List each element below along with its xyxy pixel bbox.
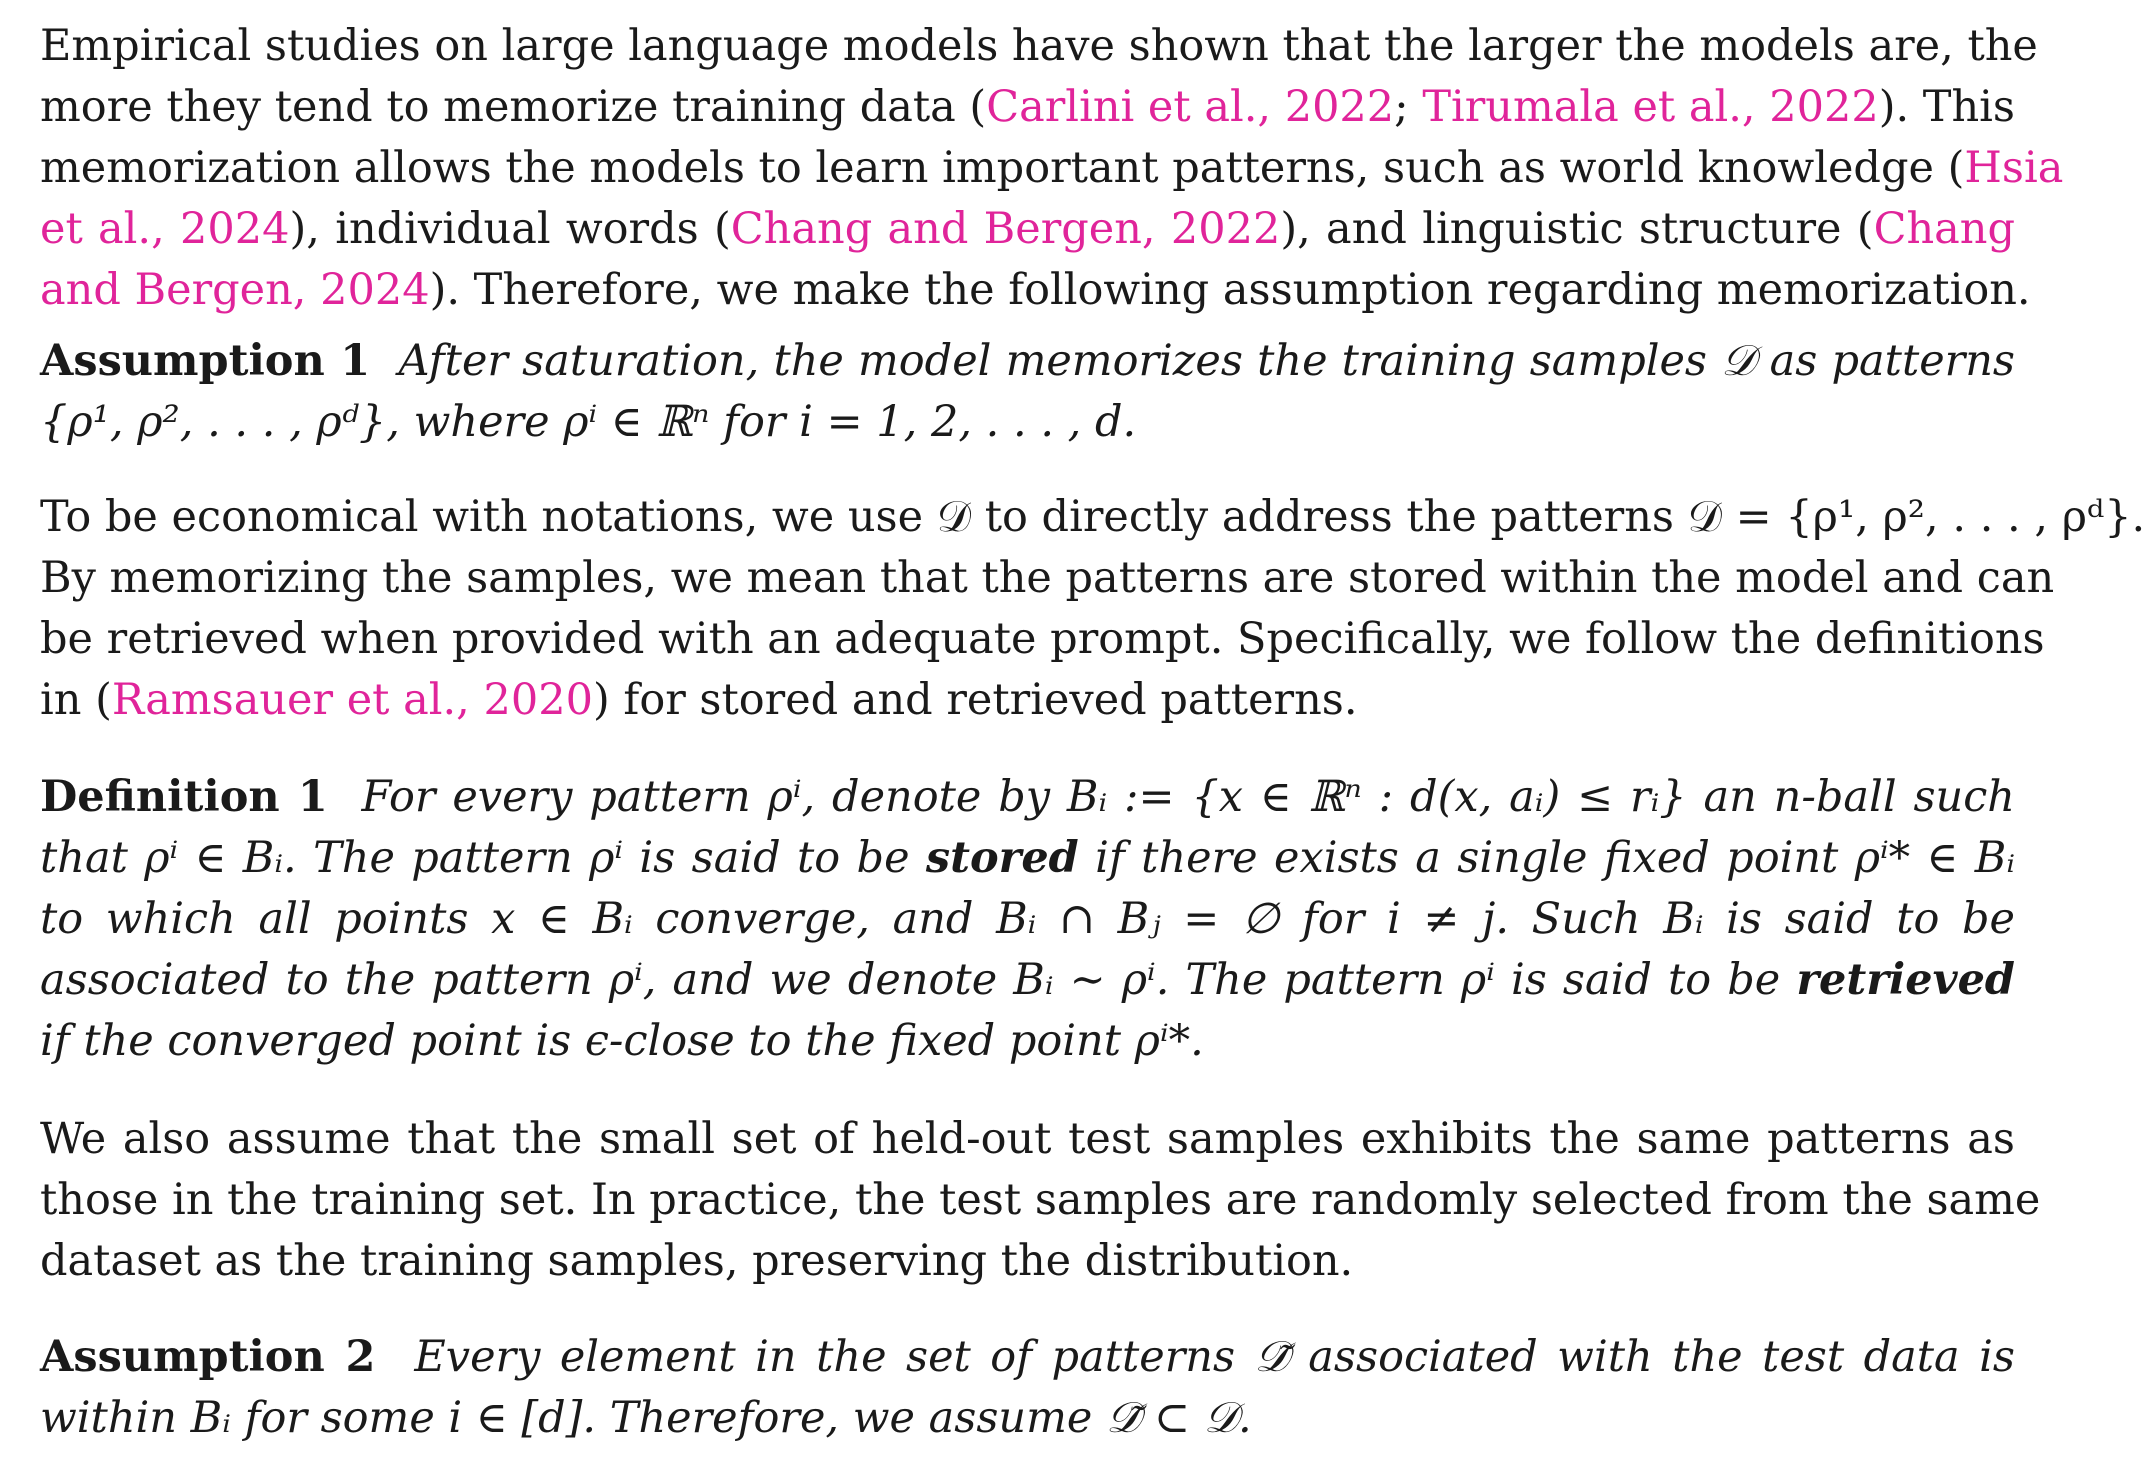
citation-chang-bergen-2024[interactable]: Chang [1873,204,2016,254]
text-line: memorization allows the models to learn important patterns, such as world knowledge (Hsia [40,143,2064,193]
text-line: and Bergen, 2024). Therefore, we make the following assumption regarding memorization. [40,265,2031,315]
text-line: Assumption 2 Every element in the set of patterns 𝒟̃ associated with the test data is [40,1332,2015,1382]
assumption-2 [40,1327,2015,1449]
citation-chang-bergen-2022[interactable]: Chang and Bergen, 2022 [730,204,1281,254]
text-line: within Bᵢ for some i ∈ [d]. Therefore, we assume 𝒟̃ ⊂ 𝒟. [40,1393,1252,1443]
citation-hsia-2024[interactable]: et al., 2024 [40,204,290,254]
text-line: Definition 1 For every pattern ρⁱ, denote by Bᵢ := {x ∈ ℝⁿ : d(x, aᵢ) ≤ rᵢ} an n-ball such [40,772,2015,822]
assumption-1 [40,331,2015,453]
text-line: if the converged point is ϵ-close to the fixed point ρⁱ*. [40,1016,1204,1066]
assumption-label: Assumption 2 [40,1332,376,1382]
text-line: {ρ¹, ρ², . . . , ρᵈ}, where ρⁱ ∈ ℝⁿ for i = 1, 2, . . . , d. [40,397,1137,447]
paragraph-notation [40,487,2145,731]
text-line: associated to the pattern ρⁱ, and we denote Bᵢ ∼ ρⁱ. The pattern ρⁱ is said to be retrieved [40,955,2015,1005]
definition-label: Definition 1 [40,772,328,822]
assumption-label: Assumption 1 [40,336,371,386]
paragraph-test-samples [40,1109,2041,1292]
text-line: be retrieved when provided with an adequate prompt. Specifically, we follow the definitions [40,614,2045,664]
text-line: that ρⁱ ∈ Bᵢ. The pattern ρⁱ is said to be stored if there exists a single fixed point ρⁱ* ∈ Bᵢ [40,833,2015,883]
text-line: et al., 2024), individual words (Chang and Bergen, 2022), and linguistic structure (Chang [40,204,2016,254]
term-retrieved: retrieved [1796,955,2015,1005]
text-line: to which all points x ∈ Bᵢ converge, and Bᵢ ∩ Bⱼ = ∅ for i ≠ j. Such Bᵢ is said to be [40,894,2015,944]
citation-ramsauer-2020[interactable]: Ramsauer et al., 2020 [111,675,593,725]
definition-1 [40,767,2015,1072]
text-line: those in the training set. In practice, the test samples are randomly selected from the same [40,1175,2041,1225]
citation-tirumala-2022[interactable]: Tirumala et al., 2022 [1422,82,1879,132]
citation-hsia-2024[interactable]: Hsia [1964,143,2064,193]
text-line: By memorizing the samples, we mean that the patterns are stored within the model and can [40,553,2055,603]
text-line: dataset as the training samples, preserving the distribution. [40,1236,1354,1286]
citation-carlini-2022[interactable]: Carlini et al., 2022 [986,82,1395,132]
term-stored: stored [925,833,1079,883]
paragraph-memorization [40,16,2064,321]
text-line: Assumption 1 After saturation, the model memorizes the training samples 𝒟 as patterns [40,336,2015,386]
text-line: in (Ramsauer et al., 2020) for stored and retrieved patterns. [40,675,1358,725]
text-line: more they tend to memorize training data (Carlini et al., 2022; Tirumala et al., 2022). This [40,82,2015,132]
text-line: To be economical with notations, we use 𝒟 to directly address the patterns 𝒟 = {ρ¹, ρ², . . . , ρᵈ}. [40,492,2145,542]
text-line: We also assume that the small set of held-out test samples exhibits the same patterns as [40,1114,2015,1164]
text-line: Empirical studies on large language models have shown that the larger the models are, the [40,21,2038,71]
citation-chang-bergen-2024[interactable]: and Bergen, 2024 [40,265,430,315]
